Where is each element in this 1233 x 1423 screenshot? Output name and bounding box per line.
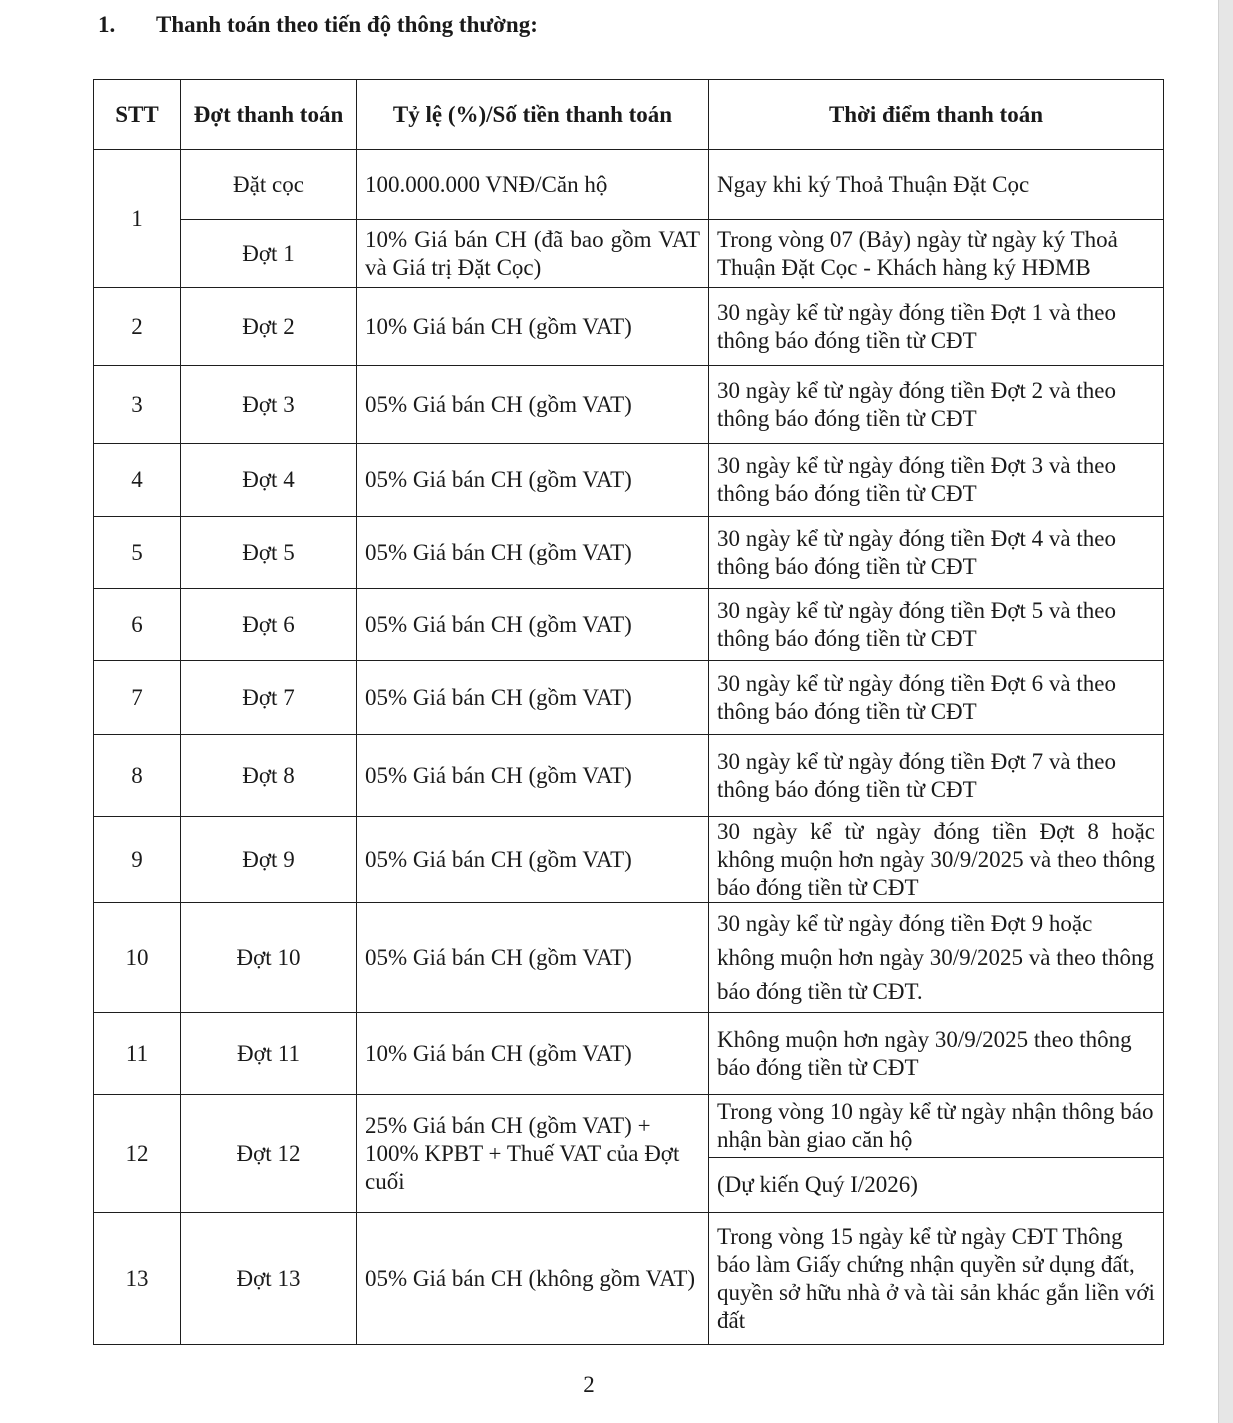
row-rate: 05% Giá bán CH (gồm VAT) [357, 366, 709, 444]
row-time: 30 ngày kể từ ngày đóng tiền Đợt 1 và theo thông báo đóng tiền từ CĐT [709, 288, 1164, 366]
row-stt: 12 [94, 1095, 181, 1213]
row-time: 30 ngày kể từ ngày đóng tiền Đợt 4 và theo thông báo đóng tiền từ CĐT [709, 517, 1164, 589]
row-time: 30 ngày kể từ ngày đóng tiền Đợt 8 hoặc không muộn hơn ngày 30/9/2025 và theo thông báo đóng tiền từ CĐT [709, 817, 1164, 903]
row-stt: 10 [94, 903, 181, 1013]
row-time: 30 ngày kể từ ngày đóng tiền Đợt 6 và theo thông báo đóng tiền từ CĐT [709, 661, 1164, 735]
row-stt: 5 [94, 517, 181, 589]
row-rate: 10% Giá bán CH (gồm VAT) [357, 288, 709, 366]
row-rate: 10% Giá bán CH (đã bao gồm VAT và Giá trị Đặt Cọc) [357, 220, 709, 288]
row-time-note: (Dự kiến Quý I/2026) [709, 1158, 1164, 1213]
table-row [94, 735, 1164, 817]
row-installment: Đợt 12 [181, 1095, 357, 1213]
header-time: Thời điểm thanh toán [709, 80, 1164, 150]
table-row [94, 1013, 1164, 1095]
row-installment: Đợt 7 [181, 661, 357, 735]
row-rate: 05% Giá bán CH (gồm VAT) [357, 517, 709, 589]
row-time: 30 ngày kể từ ngày đóng tiền Đợt 2 và theo thông báo đóng tiền từ CĐT [709, 366, 1164, 444]
table-row [94, 150, 1164, 220]
table-row [94, 366, 1164, 444]
row-time: Trong vòng 10 ngày kể từ ngày nhận thông báo nhận bàn giao căn hộ [709, 1095, 1164, 1158]
row-stt: 11 [94, 1013, 181, 1095]
row-time: Trong vòng 15 ngày kể từ ngày CĐT Thông báo làm Giấy chứng nhận quyền sử dụng đất, quyền sở hữu nhà ở và tài sản khác gắn liền với đất [709, 1213, 1164, 1345]
row-stt: 3 [94, 366, 181, 444]
row-stt: 4 [94, 444, 181, 517]
row-rate: 05% Giá bán CH (không gồm VAT) [357, 1213, 709, 1345]
row-rate: 10% Giá bán CH (gồm VAT) [357, 1013, 709, 1095]
row-rate: 100.000.000 VNĐ/Căn hộ [357, 150, 709, 220]
row-stt: 6 [94, 589, 181, 661]
table-row [94, 661, 1164, 735]
table-row [94, 1213, 1164, 1345]
section-number: 1. [98, 12, 116, 37]
row-stt: 2 [94, 288, 181, 366]
row-rate: 05% Giá bán CH (gồm VAT) [357, 589, 709, 661]
payment-schedule-table [93, 79, 1164, 1345]
row-stt: 8 [94, 735, 181, 817]
row-stt: 9 [94, 817, 181, 903]
row-installment: Đặt cọc [181, 150, 357, 220]
row-installment: Đợt 9 [181, 817, 357, 903]
row-installment: Đợt 3 [181, 366, 357, 444]
row-installment: Đợt 4 [181, 444, 357, 517]
row-installment: Đợt 2 [181, 288, 357, 366]
row-stt: 13 [94, 1213, 181, 1345]
row-installment: Đợt 8 [181, 735, 357, 817]
row-installment: Đợt 5 [181, 517, 357, 589]
table-row [94, 288, 1164, 366]
header-stt: STT [94, 80, 181, 150]
row-time: 30 ngày kể từ ngày đóng tiền Đợt 7 và theo thông báo đóng tiền từ CĐT [709, 735, 1164, 817]
row-rate: 05% Giá bán CH (gồm VAT) [357, 661, 709, 735]
row-time: 30 ngày kể từ ngày đóng tiền Đợt 5 và theo thông báo đóng tiền từ CĐT [709, 589, 1164, 661]
table-row [94, 444, 1164, 517]
header-installment: Đợt thanh toán [181, 80, 357, 150]
row-rate: 05% Giá bán CH (gồm VAT) [357, 444, 709, 517]
table-row [94, 903, 1164, 1013]
row-rate: 05% Giá bán CH (gồm VAT) [357, 903, 709, 1013]
row-rate: 05% Giá bán CH (gồm VAT) [357, 735, 709, 817]
row-time: Không muộn hơn ngày 30/9/2025 theo thông báo đóng tiền từ CĐT [709, 1013, 1164, 1095]
section-title: Thanh toán theo tiến độ thông thường: [156, 12, 538, 37]
page-edge-shadow [1218, 0, 1233, 1423]
row-stt: 1 [94, 150, 181, 288]
row-rate: 25% Giá bán CH (gồm VAT) + 100% KPBT + Thuế VAT của Đợt cuối [357, 1095, 709, 1213]
row-installment: Đợt 1 [181, 220, 357, 288]
row-time: 30 ngày kể từ ngày đóng tiền Đợt 3 và theo thông báo đóng tiền từ CĐT [709, 444, 1164, 517]
row-time: Trong vòng 07 (Bảy) ngày từ ngày ký Thoả Thuận Đặt Cọc - Khách hàng ký HĐMB [709, 220, 1164, 288]
row-stt: 7 [94, 661, 181, 735]
table-row [94, 589, 1164, 661]
table-row [94, 517, 1164, 589]
table-row [94, 1095, 1164, 1158]
row-rate: 05% Giá bán CH (gồm VAT) [357, 817, 709, 903]
table-header-row [94, 80, 1164, 150]
row-time: 30 ngày kể từ ngày đóng tiền Đợt 9 hoặc không muộn hơn ngày 30/9/2025 và theo thông báo đóng tiền từ CĐT. [709, 903, 1164, 1013]
row-installment: Đợt 6 [181, 589, 357, 661]
table-row [94, 220, 1164, 288]
row-installment: Đợt 10 [181, 903, 357, 1013]
row-time: Ngay khi ký Thoả Thuận Đặt Cọc [709, 150, 1164, 220]
header-rate: Tỷ lệ (%)/Số tiền thanh toán [357, 80, 709, 150]
table-row [94, 817, 1164, 903]
row-installment: Đợt 11 [181, 1013, 357, 1095]
page-number: 2 [583, 1372, 595, 1397]
row-installment: Đợt 13 [181, 1213, 357, 1345]
section-heading [98, 12, 538, 38]
